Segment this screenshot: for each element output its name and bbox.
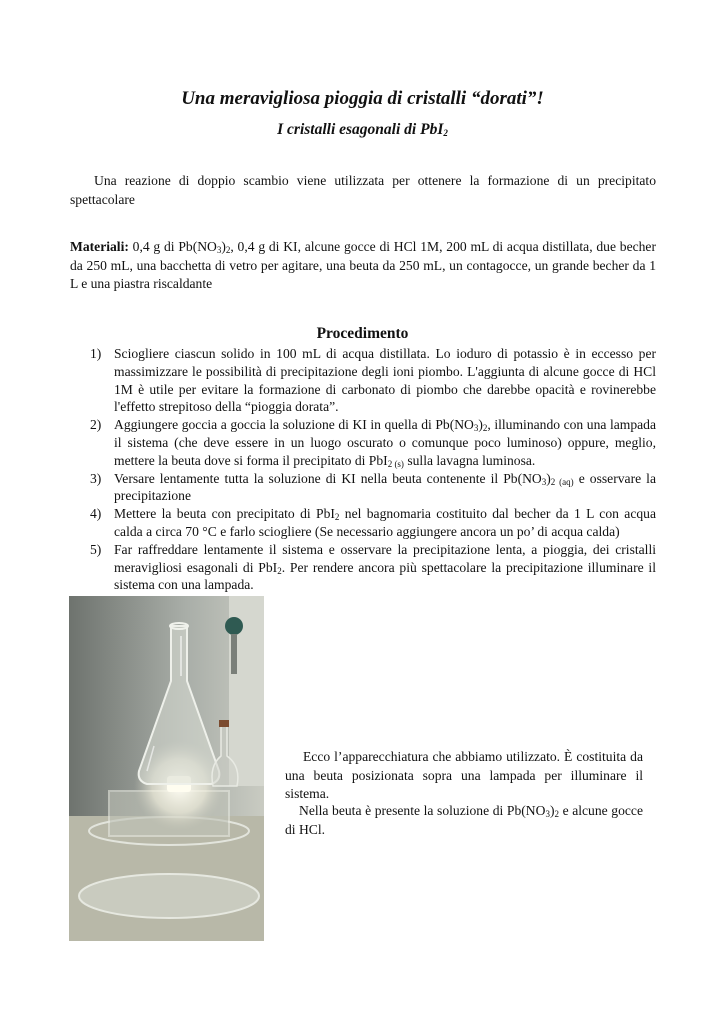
apparatus-photo <box>69 596 264 941</box>
procedure-step: 5) Far raffreddare lentamente il sistema e osservare la precipitazione lenta, a pioggia, dei cristalli meravigliosi esagonali di PbI$_2$. Per rendere ancora più spettacolare la precipitazione illuminare il sistema con una lampada. <box>90 541 656 593</box>
procedure-step: 4) Mettere la beuta con precipitato di PbI$_2$ nel bagnomaria costituito dal becher da 1 L con acqua calda a circa 70 °C e farlo sciogliere (Se necessario aggiungere ancora un po’ di acqua calda) <box>90 506 656 539</box>
procedure-step: 3) Versare lentamente tutta la soluzione di KI nella beuta contenente il $Pb(NO_3)_{2 (aq)}$ e osservare la precipitazione <box>90 470 656 504</box>
valve-knob <box>225 617 243 635</box>
materials-label: Materiali: <box>70 239 129 254</box>
procedure-step: 2) Aggiungere goccia a goccia la soluzione di KI in quella di $Pb(NO_3)_2$, illuminando con una lampada il sistema (che deve essere in un luogo oscurato o comunque poco luminoso) oppure, meglio, mettere la beuta dove si forma il precipitato di PbI$_{2 (s)}$ sulla lavagna luminosa. <box>90 417 656 469</box>
flask-illustration <box>69 596 264 941</box>
intro-paragraph: Una reazione di doppio scambio viene utilizzata per ottenere la formazione di un precipitato spettacolare <box>70 173 656 207</box>
materials-paragraph: Materiali: 0,4 g di $Pb(NO_3)_2$, 0,4 g di KI, alcune gocce di HCl 1M, 200 mL di acqua distillata, due becher da 250 mL, una bacchetta di vetro per agitare, una beuta da 250 mL, un contagocce, un grande becher da 1 L e una piastra riscaldante <box>70 239 656 291</box>
document-subtitle: I cristalli esagonali di PbI$_2$ <box>277 121 448 138</box>
caption-paragraph-1: Ecco l’apparecchiatura che abbiamo utilizzato. È costituita da una beuta posizionata sopra una lampada per illuminare il sistema. <box>285 749 643 801</box>
procedure-list <box>70 345 656 594</box>
procedure-heading: Procedimento <box>316 325 409 342</box>
document-title: Una meravigliosa pioggia di cristalli “dorati”! <box>181 88 544 109</box>
caption-paragraph-2: Nella beuta è presente la soluzione di $Pb(NO_3)_2$ e alcune gocce di HCl. <box>285 803 643 837</box>
procedure-step: 1) Sciogliere ciascun solido in 100 mL di acqua distillata. Lo ioduro di potassio è in eccesso per massimizzare le possibilità di precipitazione degli ioni piombo. L'aggiunta di alcune gocce di HCl 1M è utile per evitare la formazione di carbonato di piombo che darebbe opacità e rovinerebbe l'effetto strepitoso della “pioggia dorata”. <box>90 346 656 415</box>
